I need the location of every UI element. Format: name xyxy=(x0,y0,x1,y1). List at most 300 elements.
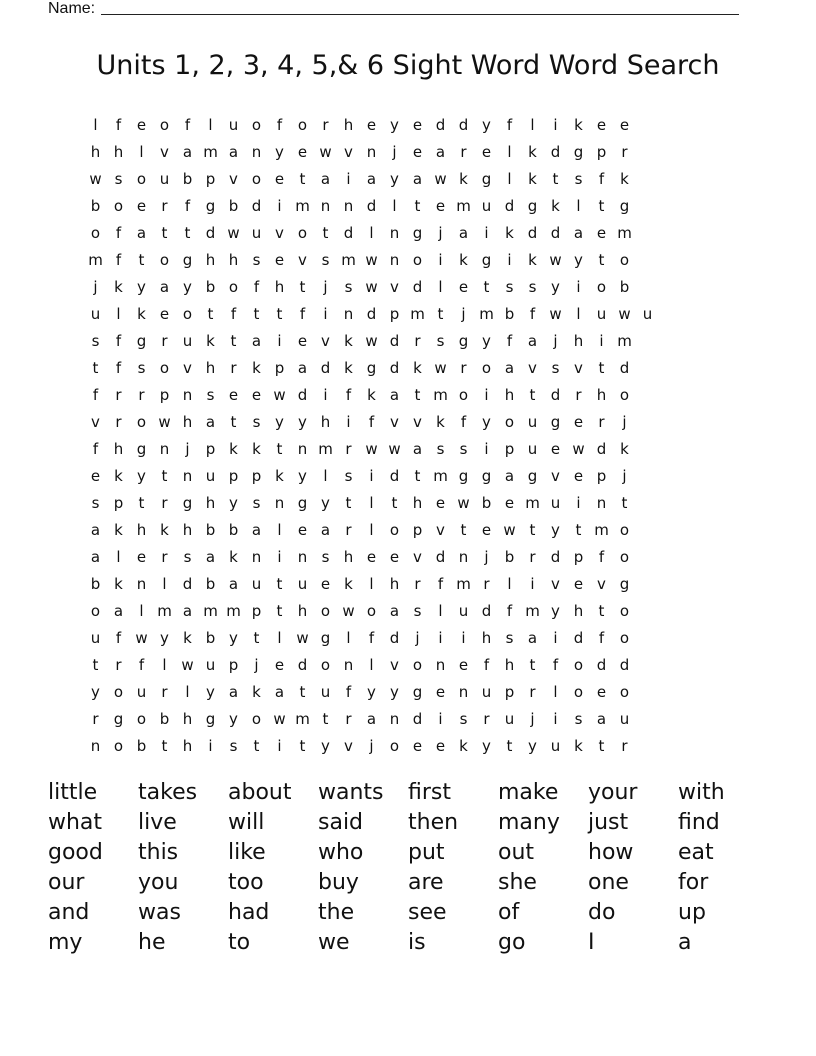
grid-cell: y xyxy=(321,494,330,512)
grid-cell: r xyxy=(161,332,168,350)
grid-cell: f xyxy=(483,656,490,674)
grid-cell: p xyxy=(228,467,239,485)
grid-cell: b xyxy=(619,278,630,296)
grid-cell: s xyxy=(459,440,468,458)
grid-cell: g xyxy=(550,413,561,431)
grid-cell: k xyxy=(574,116,583,134)
grid-cell: u xyxy=(205,656,216,674)
word-item: put xyxy=(408,840,445,865)
grid-cell: s xyxy=(321,251,330,269)
grid-cell: l xyxy=(116,305,121,323)
grid-cell: m xyxy=(617,332,632,350)
grid-cell: f xyxy=(115,116,122,134)
grid-cell: h xyxy=(297,602,308,620)
grid-cell: t xyxy=(598,359,605,377)
grid-cell: f xyxy=(552,656,559,674)
grid-cell: g xyxy=(619,575,630,593)
grid-cell: a xyxy=(435,143,446,161)
grid-cell: k xyxy=(114,467,123,485)
grid-cell: m xyxy=(157,602,172,620)
grid-cell: u xyxy=(251,575,262,593)
grid-row xyxy=(84,625,659,652)
grid-cell: d xyxy=(458,116,469,134)
grid-cell: l xyxy=(93,116,98,134)
grid-cell: y xyxy=(321,737,330,755)
word-item: like xyxy=(228,840,266,865)
grid-cell: n xyxy=(389,710,400,728)
grid-cell: l xyxy=(116,548,121,566)
grid-cell: y xyxy=(275,143,284,161)
grid-cell: w xyxy=(273,386,286,404)
grid-cell: b xyxy=(90,197,101,215)
grid-cell: u xyxy=(182,332,193,350)
grid-cell: o xyxy=(619,386,630,404)
grid-cell: r xyxy=(414,332,421,350)
grid-cell: n xyxy=(251,143,262,161)
grid-cell: j xyxy=(254,656,259,674)
word-item: takes xyxy=(138,780,198,805)
grid-cell: r xyxy=(345,710,352,728)
grid-cell: b xyxy=(205,629,216,647)
grid-cell: w xyxy=(319,143,332,161)
grid-cell: a xyxy=(297,359,308,377)
grid-cell: j xyxy=(93,278,98,296)
grid-cell: o xyxy=(619,629,630,647)
grid-cell: m xyxy=(203,143,218,161)
grid-row xyxy=(84,463,659,490)
word-item: one xyxy=(588,870,629,895)
grid-cell: e xyxy=(297,332,308,350)
word-item: for xyxy=(678,870,709,895)
grid-cell: v xyxy=(344,737,353,755)
grid-cell: l xyxy=(392,197,397,215)
grid-cell: h xyxy=(389,575,400,593)
grid-cell: e xyxy=(159,305,170,323)
grid-cell: v xyxy=(551,575,560,593)
grid-cell: d xyxy=(619,656,630,674)
grid-cell: e xyxy=(458,278,469,296)
grid-cell: k xyxy=(344,332,353,350)
grid-cell: d xyxy=(550,386,561,404)
grid-cell: b xyxy=(205,575,216,593)
grid-cell: b xyxy=(205,521,216,539)
word-item: to xyxy=(228,930,251,955)
grid-cell: b xyxy=(159,710,170,728)
grid-cell: v xyxy=(436,521,445,539)
grid-cell: d xyxy=(389,629,400,647)
grid-cell: o xyxy=(573,656,584,674)
grid-cell: o xyxy=(297,116,308,134)
grid-cell: m xyxy=(617,224,632,242)
grid-cell: h xyxy=(90,143,101,161)
grid-cell: e xyxy=(435,683,446,701)
grid-cell: o xyxy=(412,656,423,674)
grid-cell: h xyxy=(504,656,515,674)
grid-cell: a xyxy=(159,278,170,296)
grid-cell: o xyxy=(504,413,515,431)
grid-cell: t xyxy=(575,521,582,539)
grid-cell: w xyxy=(365,251,378,269)
grid-cell: l xyxy=(185,683,190,701)
grid-cell: p xyxy=(251,467,262,485)
grid-cell: i xyxy=(323,305,328,323)
grid-cell: t xyxy=(598,197,605,215)
grid-cell: k xyxy=(528,251,537,269)
word-item: find xyxy=(678,810,720,835)
grid-cell: n xyxy=(320,197,331,215)
grid-cell: d xyxy=(343,224,354,242)
grid-cell: g xyxy=(573,143,584,161)
word-item: a xyxy=(678,930,692,955)
grid-cell: m xyxy=(295,197,310,215)
grid-cell: u xyxy=(481,197,492,215)
grid-cell: t xyxy=(161,737,168,755)
word-item: eat xyxy=(678,840,714,865)
word-item: are xyxy=(408,870,444,895)
word-item: this xyxy=(138,840,179,865)
grid-cell: s xyxy=(436,440,445,458)
grid-cell: i xyxy=(369,467,374,485)
grid-cell: f xyxy=(460,413,467,431)
grid-cell: t xyxy=(92,359,99,377)
grid-cell: n xyxy=(182,386,193,404)
grid-cell: t xyxy=(253,629,260,647)
grid-cell: v xyxy=(91,413,100,431)
grid-cell: d xyxy=(550,224,561,242)
grid-cell: v xyxy=(551,467,560,485)
grid-cell: n xyxy=(343,305,354,323)
grid-cell: g xyxy=(458,467,469,485)
grid-cell: t xyxy=(276,575,283,593)
grid-row xyxy=(84,355,659,382)
grid-cell: e xyxy=(573,467,584,485)
word-item: he xyxy=(138,930,166,955)
grid-cell: j xyxy=(369,737,374,755)
grid-cell: y xyxy=(528,737,537,755)
grid-cell: j xyxy=(622,413,627,431)
grid-cell: e xyxy=(550,440,561,458)
grid-row xyxy=(84,301,659,328)
grid-cell: r xyxy=(115,656,122,674)
grid-cell: n xyxy=(297,548,308,566)
page-title: Units 1, 2, 3, 4, 5,& 6 Sight Word Word Search xyxy=(96,50,720,81)
grid-cell: y xyxy=(183,278,192,296)
grid-cell: a xyxy=(527,332,538,350)
grid-cell: t xyxy=(345,494,352,512)
grid-cell: g xyxy=(366,359,377,377)
grid-cell: j xyxy=(392,143,397,161)
grid-cell: o xyxy=(619,602,630,620)
grid-cell: h xyxy=(182,413,193,431)
grid-cell: g xyxy=(527,197,538,215)
grid-cell: v xyxy=(298,251,307,269)
grid-cell: h xyxy=(182,521,193,539)
grid-cell: b xyxy=(228,521,239,539)
grid-cell: a xyxy=(90,548,101,566)
grid-cell: i xyxy=(599,332,604,350)
grid-cell: h xyxy=(573,332,584,350)
grid-cell: v xyxy=(275,224,284,242)
grid-cell: o xyxy=(619,251,630,269)
grid-cell: o xyxy=(389,521,400,539)
grid-cell: t xyxy=(598,737,605,755)
grid-row xyxy=(84,652,659,679)
grid-cell: w xyxy=(503,521,516,539)
grid-cell: t xyxy=(184,224,191,242)
word-item: just xyxy=(588,810,629,835)
grid-cell: y xyxy=(574,251,583,269)
grid-cell: a xyxy=(182,602,193,620)
grid-cell: y xyxy=(160,629,169,647)
grid-cell: u xyxy=(90,629,101,647)
grid-cell: s xyxy=(229,737,238,755)
grid-cell: l xyxy=(507,170,512,188)
grid-cell: g xyxy=(481,251,492,269)
grid-cell: h xyxy=(343,548,354,566)
grid-cell: f xyxy=(115,629,122,647)
grid-cell: i xyxy=(323,386,328,404)
grid-cell: l xyxy=(139,602,144,620)
grid-cell: a xyxy=(205,548,216,566)
name-field xyxy=(48,0,739,18)
grid-cell: t xyxy=(230,332,237,350)
grid-cell: t xyxy=(437,305,444,323)
grid-cell: h xyxy=(481,629,492,647)
grid-cell: o xyxy=(573,683,584,701)
grid-cell: d xyxy=(527,224,538,242)
grid-cell: n xyxy=(343,197,354,215)
grid-cell: k xyxy=(252,440,261,458)
grid-cell: y xyxy=(298,467,307,485)
grid-cell: o xyxy=(320,602,331,620)
grid-cell: s xyxy=(183,548,192,566)
grid-cell: g xyxy=(619,197,630,215)
grid-cell: w xyxy=(181,656,194,674)
grid-cell: r xyxy=(345,440,352,458)
grid-cell: i xyxy=(438,629,443,647)
grid-cell: i xyxy=(484,386,489,404)
grid-cell: t xyxy=(138,494,145,512)
grid-cell: a xyxy=(573,224,584,242)
grid-cell: m xyxy=(479,305,494,323)
grid-cell: l xyxy=(576,305,581,323)
grid-cell: r xyxy=(483,575,490,593)
grid-cell: u xyxy=(159,170,170,188)
word-item: she xyxy=(498,870,537,895)
word-item: I xyxy=(588,930,595,955)
word-item: was xyxy=(138,900,181,925)
grid-cell: k xyxy=(252,683,261,701)
grid-cell: t xyxy=(322,710,329,728)
grid-cell: y xyxy=(91,683,100,701)
grid-cell: j xyxy=(553,332,558,350)
grid-cell: a xyxy=(228,143,239,161)
word-item: how xyxy=(588,840,634,865)
grid-cell: e xyxy=(136,197,147,215)
grid-cell: a xyxy=(251,332,262,350)
grid-cell: s xyxy=(321,548,330,566)
grid-cell: g xyxy=(320,629,331,647)
grid-cell: l xyxy=(369,575,374,593)
grid-cell: b xyxy=(136,737,147,755)
grid-cell: b xyxy=(504,305,515,323)
word-item: see xyxy=(408,900,447,925)
grid-cell: w xyxy=(135,629,148,647)
word-item: go xyxy=(498,930,526,955)
grid-cell: n xyxy=(458,548,469,566)
grid-cell: r xyxy=(138,386,145,404)
grid-cell: r xyxy=(115,386,122,404)
grid-cell: t xyxy=(299,683,306,701)
grid-cell: y xyxy=(551,602,560,620)
grid-cell: r xyxy=(345,521,352,539)
grid-cell: f xyxy=(437,575,444,593)
grid-cell: e xyxy=(573,413,584,431)
grid-cell: u xyxy=(619,710,630,728)
grid-cell: t xyxy=(483,278,490,296)
grid-cell: y xyxy=(390,683,399,701)
grid-cell: t xyxy=(529,521,536,539)
grid-cell: s xyxy=(551,359,560,377)
grid-cell: o xyxy=(251,170,262,188)
grid-cell: e xyxy=(90,467,101,485)
grid-cell: e xyxy=(504,494,515,512)
grid-row xyxy=(84,517,659,544)
grid-cell: k xyxy=(252,359,261,377)
grid-cell: d xyxy=(596,440,607,458)
grid-row xyxy=(84,679,659,706)
grid-cell: f xyxy=(92,440,99,458)
grid-cell: m xyxy=(226,602,241,620)
grid-cell: f xyxy=(230,305,237,323)
grid-cell: d xyxy=(297,656,308,674)
grid-cell: a xyxy=(596,710,607,728)
grid-cell: n xyxy=(596,494,607,512)
grid-cell: o xyxy=(412,251,423,269)
grid-cell: y xyxy=(482,737,491,755)
grid-cell: n xyxy=(274,494,285,512)
grid-cell: h xyxy=(596,386,607,404)
grid-cell: w xyxy=(296,629,309,647)
grid-cell: t xyxy=(230,413,237,431)
grid-row xyxy=(84,598,659,625)
grid-cell: a xyxy=(182,143,193,161)
word-item: about xyxy=(228,780,292,805)
grid-cell: a xyxy=(366,170,377,188)
grid-cell: r xyxy=(161,494,168,512)
grid-cell: u xyxy=(527,413,538,431)
grid-cell: i xyxy=(277,197,282,215)
grid-cell: i xyxy=(507,251,512,269)
grid-cell: a xyxy=(412,170,423,188)
grid-cell: u xyxy=(90,305,101,323)
grid-cell: v xyxy=(390,656,399,674)
grid-cell: k xyxy=(459,170,468,188)
grid-row xyxy=(84,139,659,166)
grid-cell: h xyxy=(113,143,124,161)
grid-cell: v xyxy=(574,359,583,377)
grid-cell: i xyxy=(553,629,558,647)
grid-cell: n xyxy=(435,656,446,674)
word-list xyxy=(48,778,768,958)
grid-cell: o xyxy=(113,197,124,215)
grid-cell: g xyxy=(182,494,193,512)
grid-cell: s xyxy=(344,467,353,485)
grid-cell: k xyxy=(505,224,514,242)
grid-cell: n xyxy=(159,440,170,458)
grid-cell: t xyxy=(276,602,283,620)
grid-cell: t xyxy=(598,602,605,620)
word-item: will xyxy=(228,810,265,835)
grid-cell: p xyxy=(389,305,400,323)
grid-cell: m xyxy=(433,386,448,404)
grid-cell: o xyxy=(297,224,308,242)
grid-cell: u xyxy=(297,575,308,593)
grid-cell: y xyxy=(367,683,376,701)
grid-cell: u xyxy=(320,683,331,701)
grid-cell: k xyxy=(459,251,468,269)
grid-cell: k xyxy=(367,386,376,404)
word-item: too xyxy=(228,870,264,895)
grid-cell: s xyxy=(252,251,261,269)
grid-cell: d xyxy=(205,224,216,242)
grid-cell: e xyxy=(435,737,446,755)
grid-cell: i xyxy=(346,170,351,188)
grid-cell: u xyxy=(228,116,239,134)
grid-cell: n xyxy=(251,548,262,566)
grid-cell: k xyxy=(206,332,215,350)
grid-cell: o xyxy=(389,737,400,755)
grid-cell: d xyxy=(596,656,607,674)
grid-cell: v xyxy=(597,575,606,593)
grid-cell: d xyxy=(389,359,400,377)
grid-cell: t xyxy=(506,737,513,755)
grid-cell: r xyxy=(460,143,467,161)
grid-cell: o xyxy=(159,251,170,269)
grid-cell: l xyxy=(553,683,558,701)
grid-cell: p xyxy=(251,602,262,620)
grid-cell: f xyxy=(598,170,605,188)
word-item: your xyxy=(588,780,638,805)
grid-cell: j xyxy=(185,440,190,458)
grid-cell: e xyxy=(297,521,308,539)
grid-cell: o xyxy=(113,737,124,755)
grid-cell: u xyxy=(550,737,561,755)
grid-cell: w xyxy=(434,359,447,377)
grid-cell: h xyxy=(136,521,147,539)
word-item: had xyxy=(228,900,270,925)
grid-cell: r xyxy=(161,197,168,215)
grid-cell: u xyxy=(136,683,147,701)
grid-cell: y xyxy=(229,710,238,728)
grid-cell: o xyxy=(596,278,607,296)
grid-cell: g xyxy=(182,251,193,269)
grid-cell: o xyxy=(619,521,630,539)
grid-cell: i xyxy=(530,575,535,593)
grid-cell: r xyxy=(230,359,237,377)
grid-cell: k xyxy=(436,413,445,431)
grid-cell: v xyxy=(229,170,238,188)
grid-cell: t xyxy=(414,197,421,215)
grid-cell: f xyxy=(184,197,191,215)
grid-cell: b xyxy=(182,170,193,188)
grid-cell: u xyxy=(642,305,653,323)
grid-cell: l xyxy=(530,116,535,134)
grid-cell: k xyxy=(137,305,146,323)
grid-cell: t xyxy=(253,737,260,755)
grid-cell: o xyxy=(159,116,170,134)
grid-cell: v xyxy=(183,359,192,377)
